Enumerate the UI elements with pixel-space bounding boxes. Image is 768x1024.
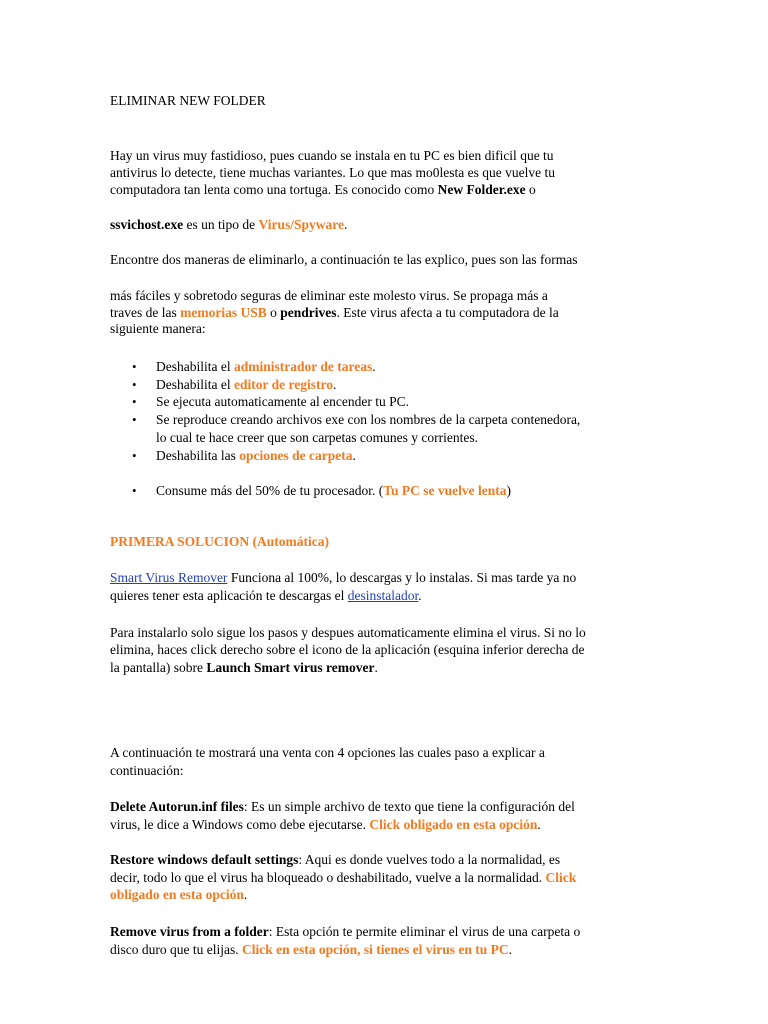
- option-2-line-3-end: .: [243, 887, 248, 902]
- propagation-line-2-post: . Este virus afecta a tu computadora de la: [336, 305, 559, 320]
- option-2-highlight-start: Click: [545, 870, 577, 885]
- restore-settings-term: Restore windows default settings: [110, 852, 299, 867]
- option-3-line-2-end: .: [508, 942, 512, 957]
- ssvichost-end: .: [344, 217, 348, 232]
- options-intro-line-1: A continuación te mostrará una venta con 4 opciones las cuales paso a explicar a: [110, 745, 545, 760]
- option-2-highlight-end: obligado en esta opción: [110, 887, 244, 902]
- ssvichost-term: ssvichost.exe: [110, 217, 184, 232]
- propagation-line-1: más fáciles y sobretodo seguras de eliminar este molesto virus. Se propaga más a: [110, 288, 548, 303]
- delete-autorun-term: Delete Autorun.inf files: [110, 799, 244, 814]
- new-folder-exe-term: New Folder.exe: [437, 182, 526, 197]
- option-1-highlight: Click obligado en esta opción: [369, 817, 538, 832]
- ssvichost-line: [110, 216, 347, 234]
- memorias-usb-highlight: memorias USB: [180, 305, 267, 320]
- list-item: Se reproduce creando archivos exe con los nombres de la carpeta contenedora,: [156, 412, 581, 427]
- option-1-line-1-text: : Es un simple archivo de texto que tiene la configuración del: [243, 799, 575, 814]
- list-item: Se ejecuta automaticamente al encender tu PC.: [156, 394, 410, 409]
- install-line-2: elimina, haces click derecho sobre el icono de la aplicación (esquina inferior derecha de: [110, 642, 585, 657]
- list-item: [156, 358, 376, 376]
- intro-line-3-end: o: [525, 182, 536, 197]
- bullet-6-pre: Consume más del 50% de tu procesador. (: [156, 483, 384, 498]
- administrador-de-tareas-highlight: administrador de tareas: [233, 359, 373, 374]
- install-line-3-end: .: [374, 660, 378, 675]
- option-3-line-1-text: : Esta opción te permite eliminar el virus de una carpeta o: [268, 924, 581, 939]
- launch-smart-virus-remover-term: Launch Smart virus remover: [206, 660, 375, 675]
- intro-line-3: [110, 181, 536, 199]
- list-item-continuation: lo cual te hace creer que son carpetas comunes y corrientes.: [156, 430, 478, 445]
- bullet-6-post: ): [506, 483, 511, 498]
- bullet-1-post: .: [372, 359, 376, 374]
- desinstalador-link[interactable]: desinstalador: [347, 588, 419, 603]
- option-restore-settings-line-1: [110, 851, 560, 869]
- propagation-line-2-mid: o: [266, 305, 281, 320]
- install-line-1: Para instalarlo solo sigue los pasos y despues automaticamente elimina el virus. Si no lo: [110, 625, 586, 640]
- install-line-3: [110, 659, 378, 677]
- option-2-line-2-text: decir, todo lo que el virus ha bloqueado o deshabilitado, vuelve a la normalidad.: [110, 870, 546, 885]
- smart-remover-line-1-text: Funciona al 100%, lo descargas y lo instalas. Si mas tarde ya no: [227, 570, 577, 585]
- smart-remover-line-1: [110, 569, 576, 587]
- option-restore-settings-line-2: [110, 869, 576, 887]
- bullet-dot: •: [132, 394, 137, 409]
- intro-line-2: antivirus lo detecte, tiene muchas variantes. Lo que mas mo0lesta es que vuelve tu: [110, 165, 555, 180]
- section-heading-primera-solucion: PRIMERA SOLUCION (Automática): [110, 534, 329, 549]
- propagation-line-3: siguiente manera:: [110, 321, 206, 336]
- bullet-2-pre: Deshabilita el: [156, 377, 234, 392]
- remove-virus-folder-term: Remove virus from a folder: [110, 924, 269, 939]
- list-item: [156, 447, 356, 465]
- option-delete-autorun-line-1: [110, 798, 575, 816]
- option-remove-from-folder-line-1: [110, 923, 580, 941]
- option-1-line-2-text: virus, le dice a Windows como debe ejecutarse.: [110, 817, 370, 832]
- propagation-line-2-pre: traves de las: [110, 305, 181, 320]
- editor-de-registro-highlight: editor de registro: [233, 377, 333, 392]
- bullet-dot: •: [132, 412, 137, 427]
- smart-remover-line-2: [110, 587, 422, 605]
- bullet-5-pre: Deshabilita las: [156, 448, 240, 463]
- option-restore-settings-line-3: [110, 886, 247, 904]
- pendrives-term: pendrives: [280, 305, 337, 320]
- option-2-line-1-text: : Aqui es donde vuelves todo a la normalidad, es: [298, 852, 561, 867]
- install-line-3-text: la pantalla) sobre: [110, 660, 207, 675]
- virus-spyware-highlight: Virus/Spyware: [258, 217, 345, 232]
- opciones-de-carpeta-highlight: opciones de carpeta: [239, 448, 353, 463]
- bullet-dot: •: [132, 377, 137, 392]
- ssvichost-mid: es un tipo de: [183, 217, 259, 232]
- bullet-2-post: .: [332, 377, 337, 392]
- option-remove-from-folder-line-2: [110, 941, 512, 959]
- bullet-dot: •: [132, 483, 137, 498]
- bullet-dot: •: [132, 448, 137, 463]
- two-ways-line: Encontre dos maneras de eliminarlo, a continuación te las explico, pues son las formas: [110, 252, 578, 267]
- document-title: ELIMINAR NEW FOLDER: [110, 93, 266, 108]
- options-intro-line-2: continuación:: [110, 763, 184, 778]
- option-3-line-2-text: disco duro que tu elijas.: [110, 942, 242, 957]
- option-1-line-2-end: .: [537, 817, 541, 832]
- pc-lenta-highlight: Tu PC se vuelve lenta: [383, 483, 507, 498]
- bullet-dot: •: [132, 359, 137, 374]
- smart-remover-line-2-text: quieres tener esta aplicación te descargas el: [110, 588, 348, 603]
- intro-line-3-text: computadora tan lenta como una tortuga. Es conocido como: [110, 182, 438, 197]
- list-item: [156, 482, 511, 500]
- bullet-1-pre: Deshabilita el: [156, 359, 234, 374]
- list-item: [156, 376, 336, 394]
- smart-remover-line-2-end: .: [418, 588, 422, 603]
- smart-virus-remover-link[interactable]: Smart Virus Remover: [110, 570, 228, 585]
- option-3-highlight: Click en esta opción, si tienes el virus en tu PC: [241, 942, 509, 957]
- option-delete-autorun-line-2: [110, 816, 541, 834]
- intro-line-1: Hay un virus muy fastidioso, pues cuando se instala en tu PC es bien dificil que tu: [110, 148, 554, 163]
- bullet-5-post: .: [352, 448, 356, 463]
